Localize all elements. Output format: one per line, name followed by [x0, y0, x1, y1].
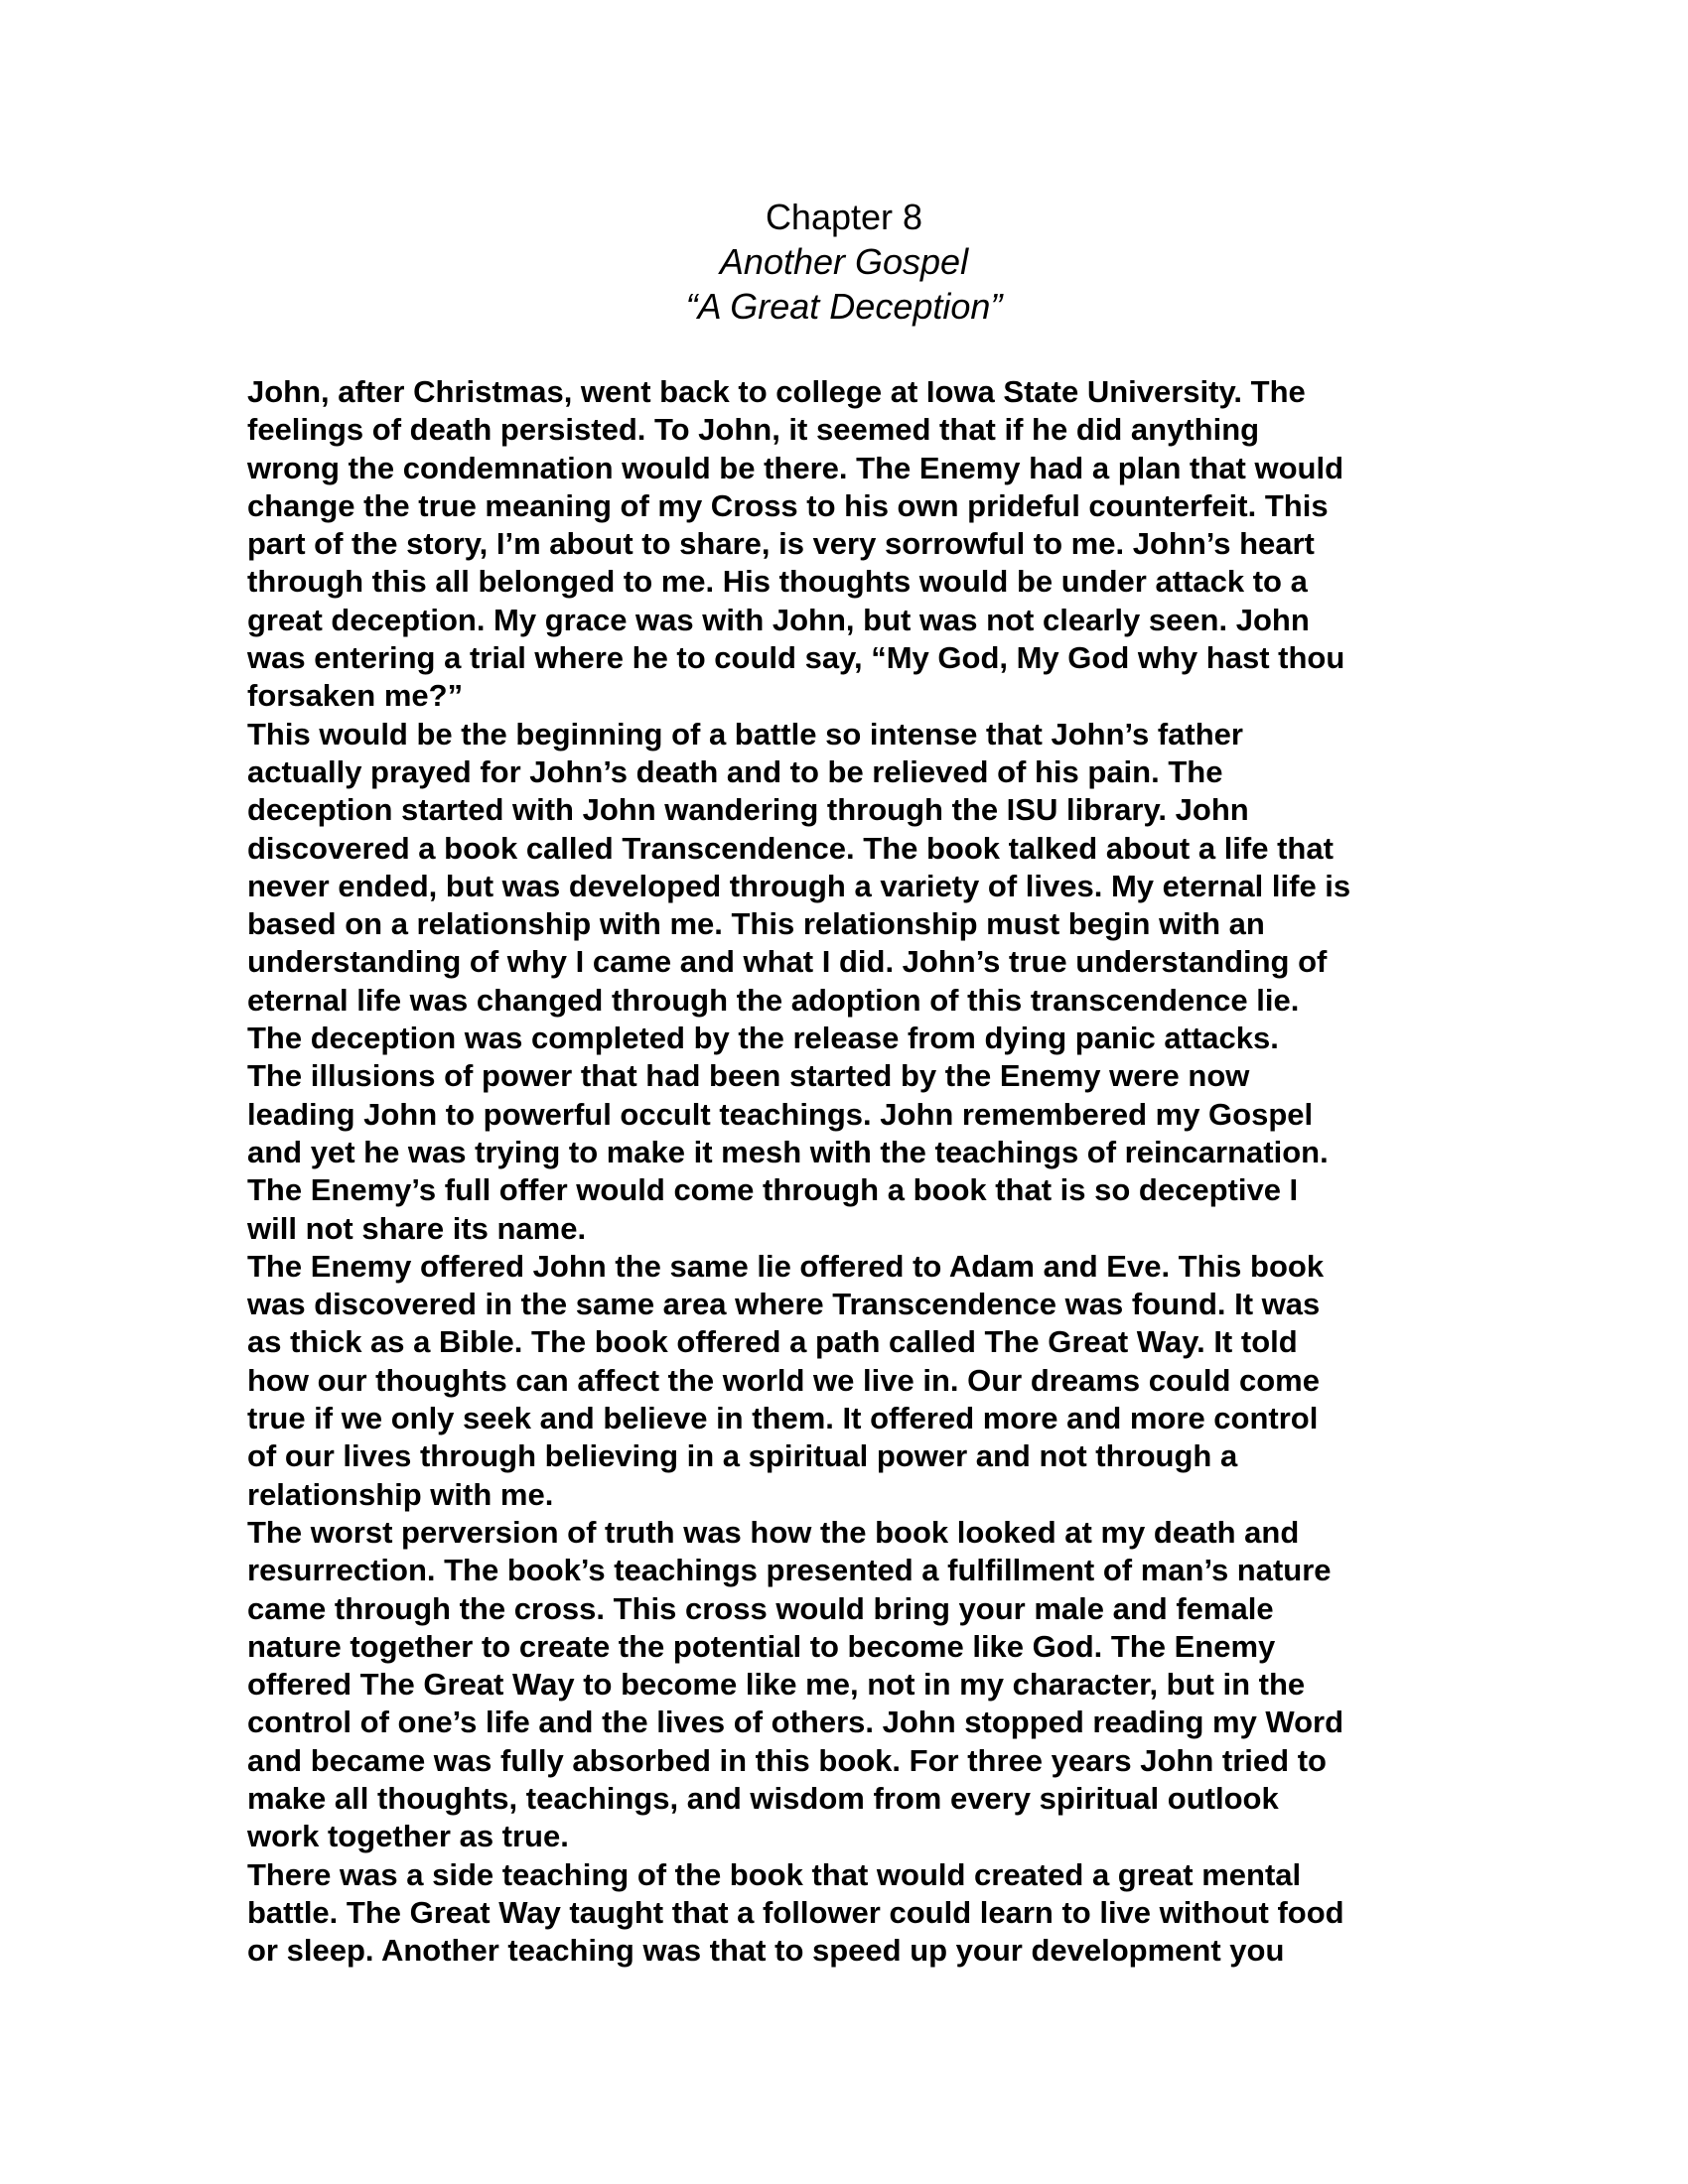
- body-line: was entering a trial where he to could say, “My God, My God why hast thou: [247, 640, 1345, 676]
- body-line: John, after Christmas, went back to college at Iowa State University. The: [247, 374, 1306, 409]
- body-line: of our lives through believing in a spiritual power and not through a: [247, 1438, 1238, 1474]
- body-line: leading John to powerful occult teachings. John remembered my Gospel: [247, 1096, 1314, 1132]
- body-line: The illusions of power that had been started by the Enemy were now: [247, 1058, 1250, 1094]
- body-line: eternal life was changed through the adoption of this transcendence lie.: [247, 982, 1300, 1018]
- body-line: This would be the beginning of a battle so intense that John’s father: [247, 716, 1243, 751]
- body-line: battle. The Great Way taught that a follower could learn to live without food: [247, 1894, 1344, 1930]
- body-line: actually prayed for John’s death and to be relieved of his pain. The: [247, 753, 1223, 789]
- body-line: resurrection. The book’s teachings presented a fulfillment of man’s nature: [247, 1553, 1332, 1588]
- body-line: deception started with John wandering through the ISU library. John: [247, 792, 1249, 828]
- body-line: understanding of why I came and what I did. John’s true understanding of: [247, 944, 1328, 980]
- body-line: and became was fully absorbed in this book. For three years John tried to: [247, 1742, 1327, 1778]
- body-line: wrong the condemnation would be there. The Enemy had a plan that would: [247, 450, 1344, 485]
- chapter-subtitle: “A Great Deception”: [685, 286, 1003, 327]
- body-line: true if we only seek and believe in them. It offered more and more control: [247, 1401, 1319, 1436]
- body-line: or sleep. Another teaching was that to speed up your development you: [247, 1933, 1285, 1969]
- body-line: through this all belonged to me. His thoughts would be under attack to a: [247, 564, 1308, 600]
- chapter-title: Another Gospel: [719, 241, 969, 282]
- body-text: [247, 373, 1464, 1970]
- body-line: based on a relationship with me. This relationship must begin with an: [247, 906, 1265, 942]
- body-line: control of one’s life and the lives of others. John stopped reading my Word: [247, 1705, 1344, 1740]
- body-line: offered The Great Way to become like me, not in my character, but in the: [247, 1667, 1306, 1703]
- body-line: feelings of death persisted. To John, it seemed that if he did anything: [247, 412, 1260, 448]
- chapter-heading: [0, 195, 1688, 329]
- body-line: will not share its name.: [247, 1210, 587, 1246]
- body-line: and yet he was trying to make it mesh with the teachings of reincarnation.: [247, 1134, 1329, 1169]
- chapter-number: Chapter 8: [765, 197, 923, 237]
- body-line: was discovered in the same area where Transcendence was found. It was: [247, 1287, 1321, 1322]
- body-line: work together as true.: [247, 1819, 569, 1854]
- body-line: nature together to create the potential to become like God. The Enemy: [247, 1628, 1276, 1664]
- body-line: change the true meaning of my Cross to his own prideful counterfeit. This: [247, 487, 1329, 523]
- body-line: great deception. My grace was with John, but was not clearly seen. John: [247, 602, 1310, 637]
- body-line: came through the cross. This cross would bring your male and female: [247, 1590, 1274, 1626]
- body-line: as thick as a Bible. The book offered a path called The Great Way. It told: [247, 1324, 1298, 1360]
- body-line: The Enemy offered John the same lie offered to Adam and Eve. This book: [247, 1248, 1325, 1284]
- body-line: part of the story, I’m about to share, is very sorrowful to me. John’s heart: [247, 526, 1315, 562]
- body-line: never ended, but was developed through a variety of lives. My eternal life is: [247, 868, 1351, 903]
- body-line: There was a side teaching of the book that would created a great mental: [247, 1856, 1302, 1892]
- body-line: how our thoughts can affect the world we live in. Our dreams could come: [247, 1362, 1320, 1398]
- body-line: make all thoughts, teachings, and wisdom from every spiritual outlook: [247, 1780, 1279, 1816]
- body-line: discovered a book called Transcendence. The book talked about a life that: [247, 830, 1334, 866]
- body-line: The worst perversion of truth was how the book looked at my death and: [247, 1514, 1300, 1550]
- body-line: The deception was completed by the release from dying panic attacks.: [247, 1021, 1279, 1056]
- body-line: forsaken me?”: [247, 678, 464, 714]
- body-line: The Enemy’s full offer would come through a book that is so deceptive I: [247, 1172, 1299, 1208]
- body-line: relationship with me.: [247, 1476, 554, 1512]
